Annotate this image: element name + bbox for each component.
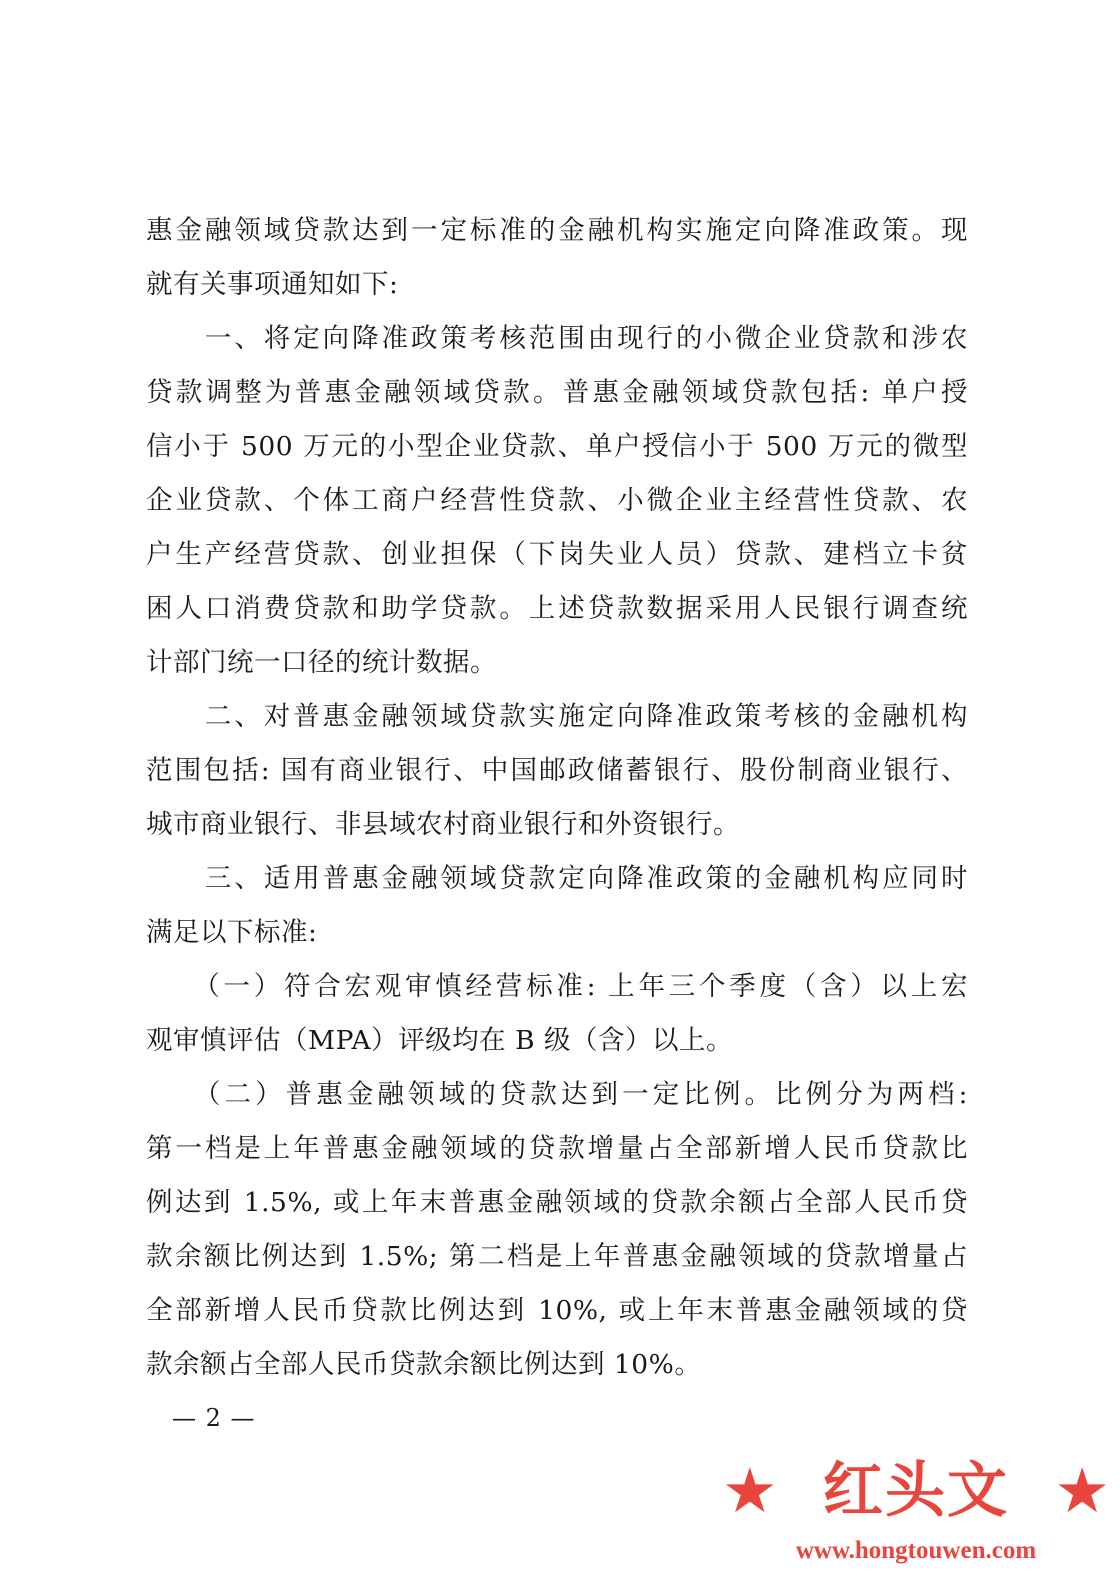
watermark-url: www.hongtouwen.com bbox=[795, 1537, 1037, 1564]
text-line: 全部新增人民币贷款比例达到 10%, 或上年末普惠金融领域的贷 bbox=[146, 1295, 968, 1326]
text-line: 信小于 500 万元的小型企业贷款、单户授信小于 500 万元的微型 bbox=[146, 431, 968, 462]
text-line: 满足以下标准: bbox=[146, 917, 318, 948]
text-line: 款余额比例达到 1.5%; 第二档是上年普惠金融领域的贷款增量占 bbox=[146, 1241, 968, 1272]
text-line: 款余额占全部人民币贷款余额比例达到 10%。 bbox=[146, 1349, 702, 1380]
star-icon: ★ bbox=[722, 1454, 778, 1527]
text-line: （一）符合宏观审慎经营标准: 上年三个季度（含）以上宏 bbox=[146, 971, 968, 1002]
text-line: 一、将定向降准政策考核范围由现行的小微企业贷款和涉农 bbox=[146, 323, 968, 354]
star-icon: ★ bbox=[1054, 1454, 1110, 1527]
text-line: （二）普惠金融领域的贷款达到一定比例。比例分为两档: bbox=[146, 1079, 968, 1110]
text-line: 困人口消费贷款和助学贷款。上述贷款数据采用人民银行调查统 bbox=[146, 593, 968, 624]
text-line: 城市商业银行、非县域农村商业银行和外资银行。 bbox=[146, 809, 740, 840]
text-line: 贷款调整为普惠金融领域贷款。普惠金融领域贷款包括: 单户授 bbox=[146, 377, 968, 408]
text-line: 三、适用普惠金融领域贷款定向降准政策的金融机构应同时 bbox=[146, 863, 968, 894]
text-line: 计部门统一口径的统计数据。 bbox=[146, 647, 497, 678]
text-line: 户生产经营贷款、创业担保（下岗失业人员）贷款、建档立卡贫 bbox=[146, 539, 968, 570]
text-line: 第一档是上年普惠金融领域的贷款增量占全部新增人民币贷款比 bbox=[146, 1133, 968, 1164]
watermark-logo-text: 红头文 bbox=[823, 1456, 1009, 1526]
watermark-logo-row bbox=[722, 1450, 1110, 1532]
text-line: 企业贷款、个体工商户经营性贷款、小微企业主经营性贷款、农 bbox=[146, 485, 968, 516]
document-body bbox=[146, 204, 968, 1392]
text-line: 惠金融领域贷款达到一定标准的金融机构实施定向降准政策。现 bbox=[146, 215, 968, 246]
text-line: 观审慎评估（MPA）评级均在 B 级（含）以上。 bbox=[146, 1025, 733, 1056]
text-line: 二、对普惠金融领域贷款实施定向降准政策考核的金融机构 bbox=[146, 701, 968, 732]
text-line: 就有关事项通知如下: bbox=[146, 269, 399, 300]
text-line: 例达到 1.5%, 或上年末普惠金融领域的贷款余额占全部人民币贷 bbox=[146, 1187, 968, 1218]
watermark bbox=[722, 1444, 1110, 1574]
text-line: 范围包括: 国有商业银行、中国邮政储蓄银行、股份制商业银行、 bbox=[146, 755, 968, 786]
page-number: — 2 — bbox=[172, 1404, 256, 1432]
